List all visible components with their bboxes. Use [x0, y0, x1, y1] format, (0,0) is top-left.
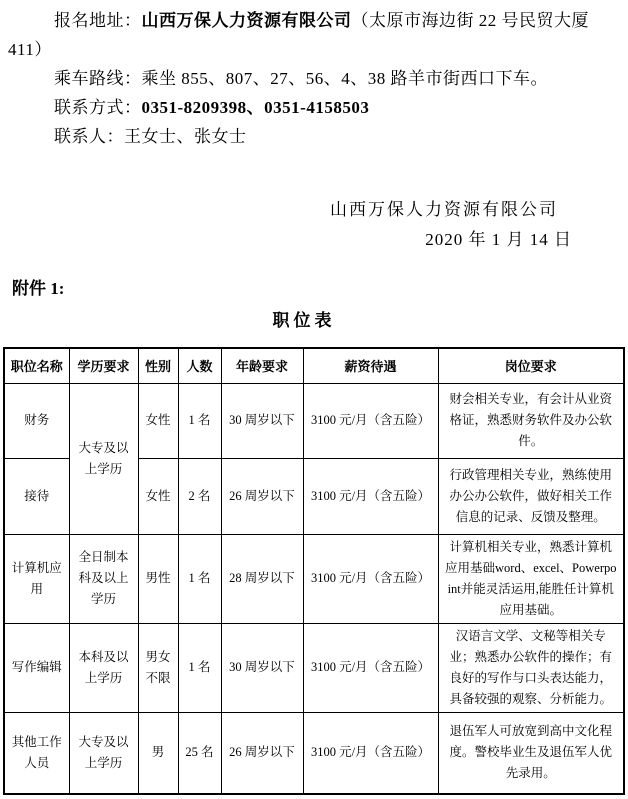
signature-company: 山西万保人力资源有限公司 — [330, 200, 558, 219]
cell-requirement: 财会相关专业，有会计从业资格证，熟悉财务软件及办公软件。 — [438, 383, 624, 458]
table-row — [4, 712, 624, 794]
cell-salary: 3100 元/月（含五险） — [303, 383, 438, 458]
cell-count: 1 名 — [178, 383, 221, 458]
cell-age: 28 周岁以下 — [221, 534, 303, 623]
table-row — [4, 623, 624, 712]
bus-route-line: 乘车路线：乘坐 855、807、27、56、4、38 路羊市街西口下车。 — [54, 69, 548, 88]
cell-requirement: 退伍军人可放宽到高中文化程度。警校毕业生及退伍军人优先录用。 — [438, 712, 624, 794]
contact-phone-line — [8, 93, 622, 122]
contact-person-line: 联系人：王女士、张女士 — [54, 127, 247, 146]
registration-address-company: 山西万保人力资源有限公司 — [141, 11, 352, 30]
cell-age: 30 周岁以下 — [221, 383, 303, 458]
signature-date: 2020 年 1 月 14 日 — [425, 230, 572, 249]
cell-age: 30 周岁以下 — [221, 623, 303, 712]
cell-salary: 3100 元/月（含五险） — [303, 534, 438, 623]
registration-address-label: 报名地址： — [54, 11, 142, 30]
cell-position: 其他工作人员 — [4, 712, 69, 794]
cell-age: 26 周岁以下 — [221, 458, 303, 534]
col-header-age: 年龄要求 — [221, 348, 303, 383]
col-header-count: 人数 — [178, 348, 221, 383]
cell-count: 1 名 — [178, 623, 221, 712]
cell-salary: 3100 元/月（含五险） — [303, 458, 438, 534]
cell-gender: 女性 — [138, 383, 178, 458]
registration-address-detail: （太原市海边街 22 号民贸大厦 411） — [8, 11, 589, 59]
intro-section — [0, 0, 628, 151]
table-row — [4, 383, 624, 458]
col-header-requirement: 岗位要求 — [438, 348, 624, 383]
cell-position: 写作编辑 — [4, 623, 69, 712]
cell-education: 全日制本科及以上学历 — [69, 534, 138, 623]
cell-count: 25 名 — [178, 712, 221, 794]
cell-salary: 3100 元/月（含五险） — [303, 623, 438, 712]
table-title: 职位表 — [272, 311, 336, 330]
cell-gender: 男 — [138, 712, 178, 794]
cell-gender: 男女不限 — [138, 623, 178, 712]
cell-position: 接待 — [4, 458, 69, 534]
cell-position: 计算机应用 — [4, 534, 69, 623]
col-header-education: 学历要求 — [69, 348, 138, 383]
cell-gender: 女性 — [138, 458, 178, 534]
cell-requirement: 汉语言文学、文秘等相关专业；熟悉办公软件的操作；有良好的写作与口头表达能力，具备较强的观察、分析能力。 — [438, 623, 624, 712]
positions-table — [3, 347, 625, 795]
col-header-position: 职位名称 — [4, 348, 69, 383]
cell-count: 2 名 — [178, 458, 221, 534]
contact-phone-numbers: 0351-8209398、0351-4158503 — [141, 98, 370, 117]
signature-block — [0, 195, 628, 255]
cell-education: 本科及以上学历 — [69, 623, 138, 712]
registration-address-line — [8, 6, 622, 64]
cell-position: 财务 — [4, 383, 69, 458]
contact-phone-label: 联系方式： — [54, 98, 142, 117]
col-header-gender: 性别 — [138, 348, 178, 383]
attachment-label: 附件 1: — [12, 279, 65, 298]
cell-salary: 3100 元/月（含五险） — [303, 712, 438, 794]
cell-requirement: 计算机相关专业，熟悉计算机应用基础word、excel、Powerpoint并能灵活运用,能胜任计算机应用基础。 — [438, 534, 624, 623]
cell-education: 大专及以上学历 — [69, 712, 138, 794]
cell-education-merged: 大专及以上学历 — [69, 383, 138, 534]
table-row — [4, 534, 624, 623]
cell-requirement: 行政管理相关专业，熟练使用办公办公软件，做好相关工作信息的记录、反馈及整理。 — [438, 458, 624, 534]
cell-count: 1 名 — [178, 534, 221, 623]
col-header-salary: 薪资待遇 — [303, 348, 438, 383]
table-header-row — [4, 348, 624, 383]
cell-age: 26 周岁以下 — [221, 712, 303, 794]
cell-gender: 男性 — [138, 534, 178, 623]
